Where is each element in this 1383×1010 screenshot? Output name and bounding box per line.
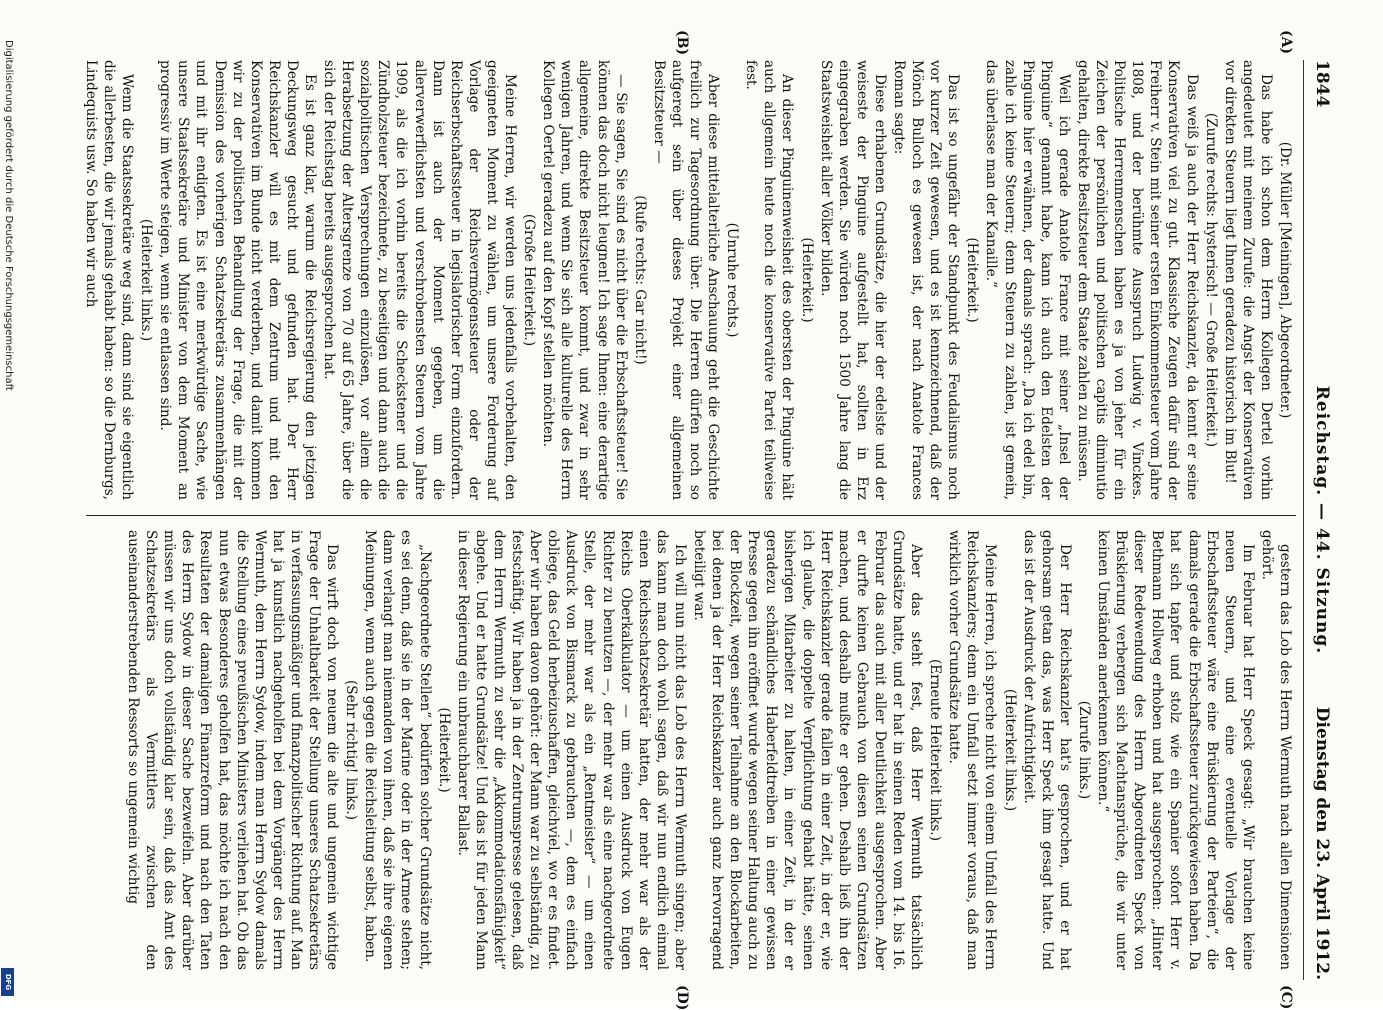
page-title: Reichstag. — 44. Sitzung. bbox=[1312, 385, 1332, 655]
margin-mark-a: (A) bbox=[1278, 30, 1294, 55]
paragraph: (Dr. Müller [Meiningen], Abgeordneter.) bbox=[1277, 141, 1293, 419]
paragraph: Das wirft doch von neuem die alte und ungemein wichtige Frage der Unhaltbarkeit der Stellung unseres Schatzsekretärs in verfassungsmäßiger und finanzpolitischer Richtung auf. Man hat ja kunstlich nachgeholfen bei dem Vorgänger des Herrn Wermuth, dem Herrn Sydow, indem man Herrn Sydow damals die Stellung eines preußischen Ministers verliehen hat. Ob das nun etwas Besonderes geholfen hat, das möchte ich nach den Resultaten der damaligen Finanzreform und nach den Taten des Herrn Sydow in dieser Sache bezweifeln. Aber darüber müssen wir uns doch vollständig klar sein, daß das Amt des Schatzsekretärs als Vermittlers zwischen den auseinanderstrebenden Ressorts so ungemein wichtig bbox=[125, 530, 341, 970]
rotated-sheet bbox=[68, 30, 1338, 1010]
paragraph: (Unruhe rechts.) bbox=[724, 222, 741, 338]
dfg-logo bbox=[1, 968, 14, 996]
running-header bbox=[1303, 60, 1338, 980]
page-number: 1844 bbox=[1312, 60, 1332, 108]
right-column bbox=[123, 530, 1294, 970]
paragraph: Es ist ganz klar, warum die Reichsregierung den jetzigen Deckungsweg gesucht und gefunden hat. Der Herr Reichskanzler will es mit dem Zentrum und mit den Konservativen im Bunde nicht verderben, und damit kommen wir zu der politischen Behandlung der Frage, die mit der Demission des vorherigen Schatzsekretärs zusammenhängen und mit ihr endigten. Es ist eine merkwürdige Sache, wie unsere Staatssekretäre und Minister von dem Moment an progressiv im Werte steigen, wenn sie entlassen sind. bbox=[157, 60, 319, 500]
paragraph: Das habe ich schon dem Herrn Kollegen Dertel vorhin angedeutet mit meinem Zurufe: die Angst der Konservativen vor direkten Steuern liegt Ihnen geradezu historisch im Blut! bbox=[1221, 60, 1274, 500]
paragraph: Aber diese mittelalterliche Anschauung geht die Geschichte freilich zur Tagesordnung über. Die Herren dürfen noch so aufgeregt sein über dieses Projekt einer allgemeinen Besitzsteuer — bbox=[650, 60, 722, 500]
paragraph: Wenn die Staatssekretäre weg sind, dann sind sie eigentlich die allerbesten, die wir jemals gehabt haben: so die Dernburgs, Lindequists usw. So haben wir auch bbox=[82, 60, 136, 500]
paragraph: „Nachgeordnete Stellen“ bedürfen solcher Grundsätze nicht, es sei denn, daß sie in der Marine oder in der Armee stehen; dann verlangt man niemanden von ihnen, daß sie ihre eigenen Meinungen, wenn auch gegen die Reichsleitung selbst, haben. bbox=[362, 530, 433, 970]
paragraph: (Zurufe links.) bbox=[1075, 700, 1092, 800]
paragraph: Weil ich gerade Anatole France mit seiner „Insel der Pinguine“ genannt habe, kann ich auch den Edelsten der Pinguine hier erwähnen, der damals sprach: „Da ich edel bin, zahle ich keine Steuern; denn Steuern zu zahlen, ist gemein, das überlasse man der Kanaille.“ bbox=[983, 60, 1072, 500]
dfg-logo-text: DFG bbox=[4, 973, 12, 991]
paragraph: Meine Herren, ich spreche nicht von einem Umfall des Herrn Reichskanzlers; denn ein Umfall setzt immer voraus, daß man wirklich vorher Grundsätze hatte. bbox=[946, 530, 999, 970]
paragraph: (Heiterkeit.) bbox=[798, 237, 815, 323]
left-column bbox=[81, 60, 1294, 500]
paragraph: Meine Herren, wir werden uns jedenfalls vorbehalten, den geeigneten Moment zu wählen, um unsere Forderung auf Vorlage der Reichsvermögenssteuer oder der Reichserbschaftssteuer in legislatorischer Form einzufordern. Dann ist auch der Moment gegeben, um die allerverwerflichsten und verschrobensten Steuern vom Jahre 1909, als die ich vorhin bereits die Scheckstener und die Zündholzsteuer bezeichnete, zu beseitigen und dann auch die sozialpolitischen Versprechungen einzulösen, vor allem die Herabsetzung der Altersgrenze von 70 auf 65 Jahre, über die sich der Reichstag bereits ausgesprochen hat. bbox=[321, 60, 519, 500]
paragraph: Der Herr Reichskanzler hat's gesprochen, und er hat gehorsam getan das, was Herr Speck ihm gesagt hatte. Und das ist der Ausdruck der Aufrichtigkeit. bbox=[1020, 530, 1073, 970]
paragraph: Ich will nun nicht das Lob des Herrn Wermuth singen; aber das kann man doch wohl sagen, daß wir nun endlich einmal einen Reichsschatzsekretär hatten, der mehr war als der Reichs Oberkalkulator — um einen Ausdruck von Eugen Richter zu benutzen —, der mehr war als eine nachgeordnete Stelle, der mehr war als ein „Rentmeister“ — um einen Ausdruck von Bismarck zu gebrauchen —, dem es einfach obliege, das Geld herbeizuschaffen, gleichviel, wo er es findet. Aber wir haben davon gehört: der Mann war zu selbständig, zu festschäftig. Wir haben ja in der Zentrumspresse gelesen, daß dem Herrn Wermuth zu sehr die „Akkommodationsfähigkeit“ abgehe. Und er hatte Grundsätze! Und das ist für jeden Mann in dieser Regierung ein unbrauchbarer Ballast. bbox=[454, 530, 688, 970]
margin-mark-c: (C) bbox=[1278, 985, 1294, 1010]
paragraph: gestern das Lob des Herrn Wermuth nach allen Dimensionen gehört. bbox=[1258, 530, 1293, 970]
paragraph: Das ist so ungefähr der Standpunkt des Feudalismus noch vor kurzer Zeit gewesen, und es ist kennzeichnend, daß der Mönch Bulloch es gewesen ist, der nach Anatole Frances Roman sagte: bbox=[891, 60, 962, 500]
paragraph: Das weiß ja auch der Herr Reichskanzler, da kennt er seine Konservativen viel zu gut. Klassische Zeugen dafür sind der Freiherr v. Stein mit seiner ersten Einkommensteuer vom Jahre 1808, und der berühmte Ausspruch Ludwig v. Vinckes. Politische Herrenmenschen haben es ja von jeher für ein Zeichen der persönlichen und politischen capitis diminutio gehalten, direkte Besitzsteuer dem Staate zahlen zu müssen. bbox=[1074, 60, 1200, 500]
paragraph: An dieser Pinguinenweisheit des obersten der Pinguine hält auch allgemein heute noch die konservative Partei teilweise fest. bbox=[743, 60, 796, 500]
paragraph: Im Februar hat Herr Speck gesagt: „Wir brauchen keine neuen Steuern, und eine eventuelle Vorlage der Erbschaftssteuer wäre eine Brüskierung der Parteien“, die damals gerade die Erbschaftssteuer zurückgewiesen haben. Da hat sich tapfer und stolz wie ein Spanier sofort Herr v. Bethmann Hollweg erhoben und hat ausgesprochen: „Hinter dieser Redewendung des Herrn Abgeordneten Speck von Brüskierung verbergen sich Machtansprüche, die wir unter keinen Umständen anerkennen können.“ bbox=[1095, 530, 1256, 970]
paragraph: (Große Heiterkeit.) bbox=[521, 213, 538, 347]
paragraph: (Erneute Heiterkeit links.) bbox=[927, 658, 944, 842]
paragraph: (Heiterkeit.) bbox=[964, 237, 981, 323]
paragraph: (Rufe rechts: Gar nicht!) bbox=[631, 195, 648, 365]
paragraph: — Sie sagen, Sie sind es nicht über die Erbschaftssteuer! Sie können das doch nicht leugnen! Ich sage Ihnen: eine derartige allgemeine, direkte Besitzsteuer kommt, und zwar in sehr wenigen Jahren, und wenn Sie sich alle kulturelle des Herrn Kollegen Oertel geradezu auf den Kopf stellen möchten. bbox=[540, 60, 629, 500]
paragraph: Aber das steht fest, daß Herr Wermuth tatsächlich Grundsätze hatte, und er hat in seinen Reden vom 14. bis 16. Februar das auch mit aller Deutlichkeit ausgesprochen. Aber er durfte keinen Gebrauch von diesen seinen Grundsätzen machen, und deshalb mußte er gehen. Deshalb ließ ihn der Herr Reichskanzler gerade fallen in einer Zeit, in der er, wie ich glaube, die doppelte Verpflichtung gehabt hätte, seinen bisherigen Mitarbeiter zu halten, in einer Zeit, in der er geradezu schändliches Haberfeldtreiben in einer gewissen Presse gegen ihn eröffnet wurde wegen seiner Haltung auch zu der Blockzeit, wegen seiner Teilnahme an den Blockarbeiten, bei denen ja der Herr Reichskanzler auch ganz hervorragend beteiligt war. bbox=[691, 530, 925, 970]
column-divider bbox=[86, 515, 1296, 516]
paragraph: (Heiterkeit.) bbox=[435, 707, 452, 793]
margin-mark-d: (D) bbox=[674, 985, 690, 1010]
paragraph: (Sehr richtig! links.) bbox=[343, 679, 360, 821]
paragraph: Diese erhabenen Grundsätze, die hier der edelste und der weiseste der Pinguine aufgestellt hat, sollten in Erz eingegraben werden. Sie würden noch 1500 Jahre lang die Staatsweisheit aller Völker bilden. bbox=[817, 60, 888, 500]
paragraph: (Heiterkeit links.) bbox=[138, 218, 155, 342]
page-date: Dienstag den 23. April 1912. bbox=[1312, 706, 1332, 980]
paragraph: (Zurufe rechts: hysterisch! — Große Heiterkeit.) bbox=[1202, 112, 1219, 448]
paragraph: (Heiterkeit links.) bbox=[1001, 688, 1018, 812]
funding-note bbox=[2, 40, 14, 980]
funding-note-text: Digitalisierung gefördert durch die Deutsche Forschungsgemeinschaft bbox=[3, 40, 14, 391]
margin-mark-b: (B) bbox=[674, 30, 690, 56]
